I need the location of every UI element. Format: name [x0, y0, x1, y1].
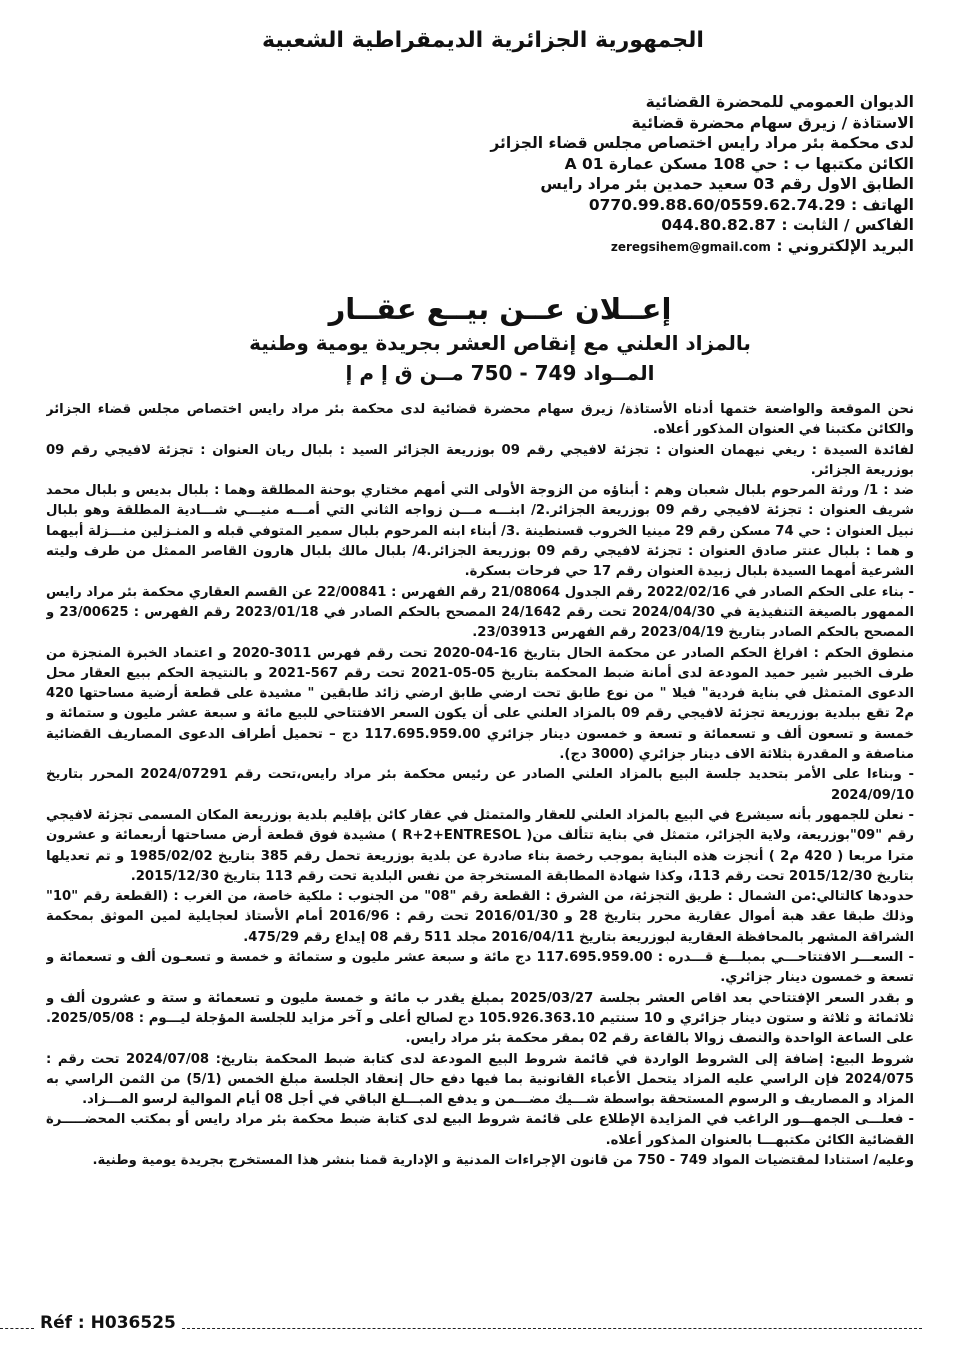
- paragraph-closing: وعليه/ استنادا لمقتضيات المواد 749 - 750 من قانون الإجراءات المدنية و الإدارية قمنا بنشر هذا المستخرج بجريدة يومية وطنية.: [92, 1152, 914, 1168]
- paragraph-boundaries: حدودها كالتالي:من الشمال : طريق التجزئة، من الشرق : القطعة رقم "08" من الجنوب : ملكية خاصة، من الغرب : (القطعة رقم "10" وذلك طبقا عقد هبة أموال عقارية محرر بتاريخ 28 و 2016/01/30 تحت رقم : 2016/96 أمام الأستاذ لعجايلية لمين الموثق بمحكمة الشراقة المشهر بالمحافظة العقارية لبوزريعة بتاريخ 2016/04/11 مجلد 511 رقم 08 إيداع رقم 475/29.: [46, 889, 914, 945]
- title-line-3: المــواد 749 - 750 مــن ق إ م إ: [345, 361, 655, 385]
- title-line-2: بالمزاد العلني مع إنقاص العشر بجريدة يومية وطنية: [249, 331, 751, 355]
- bailiff-name: الاستاذة / زيرق سهام محضرة قضائية: [631, 113, 914, 132]
- title-line-1: إعــلان عــن بيــع عقــار: [328, 292, 672, 326]
- phone-label: الهاتف :: [850, 195, 914, 214]
- court-name: لدى محكمة بئر مراد رايس اختصاص مجلس قضاء الجزائر: [490, 134, 914, 152]
- paragraph-defendants: ضد : 1/ ورثة المرحوم بلبال شعبان وهم : أبناؤه من الزوجة الأولى التي أمهم مختاري بوحنة المطلقة وهما : بلبال بديس و بلبال محمد شريف العنوان : تجزئة لافيجي رقم 09 بوزريعة الجزائر.2/ ابنـــه مـــن زواجه الثاني التي أمـــه منيـــي شـــادية المطلقة وهو بلبال نبيل العنوان : حي 74 مسكن رقم 29 مينيا الخروب قسنطينة .3/ أبناء ابنه المرحوم بلبال سمير المتوفي قبله و المنـزلين منـــزلة أبيهما و هما : بلبال عنتر صادق العنوان : تجزئة لافيجي رقم 09 بوزريعة الجزائر.4/ بلبال مالك بلبال هارون القاصر الممثل من طرف وليته الشرعية أمهما السيدة بلبال زبيدة العنوان رقم 17 حي فرحات بسكرة.: [46, 483, 914, 580]
- reference-number: Réf : H036525: [40, 1313, 176, 1333]
- email-label: البريد الإلكتروني :: [776, 236, 914, 255]
- email-address: zeregsihem@gmail.com: [610, 239, 771, 254]
- bailiff-header: [294, 92, 914, 257]
- fax-label: الفاكس / الثابت :: [781, 216, 914, 234]
- paragraph-public-notice: - فعلـــى الجمهـــور الراغب في المزايدة الإطلاع على قائمة شروط البيع لدى كتابة ضبط محكمة بئر مراد رايس أو بمكتب المحضـــــرة القضائية الكائن مكتبهـــا بالعنوان المذكور أعلاه.: [46, 1112, 914, 1148]
- phone-number: 0770.99.88.60/0559.62.74.29: [588, 195, 846, 214]
- fax-line: [294, 215, 914, 236]
- paragraph-judgment-ref: - بناء على الحكم الصادر في 2022/02/16 رقم الجدول 21/08064 رقم الفهرس : 22/00841 عن القسم العقاري محكمة بئر مراد رايس الممهور بالصيغة التنفيذية في 2024/04/30 تحت رقم 24/1642 المصحح بالحكم الصادر في 2023/01/18 رقم الفهرس : 23/00625 و المصحح بالحكم الصادر بتاريخ 2023/04/19 رقم الفهرس 23/03913.: [46, 584, 914, 641]
- address-line-1: الكائن مكتبها ب : حي 108 مسكن عمارة A 01: [564, 154, 914, 173]
- address-line-2: الطابق الاول رقم 03 سعيد حمدين بئر مراد رايس: [540, 175, 914, 193]
- email-line: [294, 236, 914, 258]
- announcement-body: [46, 400, 914, 1300]
- paragraph-sale-conditions: شروط البيع: إضافة إلى الشروط الواردة في قائمة شروط البيع المودعة لدى كتابة ضبط المحكمة بتاريخ: 2024/07/08 تحت رقم : 2024/075 فإن الراسي عليه المزاد يتحمل الأعباء القانونية بما فيها دفع حال إنعقاد الجلسة مبلغ الخمس (5/1) من الثمن الراسي به المزاد و المصاريف و الرسوم المستحقة بواسطة شـــيك مضـــمن و يدفع المبـــلغ الباقي في أجل 08 أيام الموالية لرسو المـــزاد.: [46, 1051, 914, 1108]
- phone-line: [294, 195, 914, 216]
- paragraph-beneficiary: لفائدة السيدة : ريغي نيهمان العنوان : تجزئة لافيجي رقم 09 بوزريعة الجزائر السيد : بلبال ريان العنوان : تجزئة لافيجي رقم 09 بوزريعة الجزائر.: [46, 442, 914, 478]
- paragraph-reduced-price: و بقدر السعر الإفتتاحي بعد اقاص العشر بجلسة 2025/03/27 بمبلغ يقدر ب مائة و خمسة مليون و تسعمائة و ستة و عشرون ألف و ثلاثمائة و ثلاثة و ستون دينار جزائري و 10 سنتيم 105.926.363.10 دج لصالح أعلى و آخر مزايد للجلسة المؤجلة ليـــوم : 2025/05/08. على الساعة الواحدة والنصف زوالا بالقاعة رقم 02 بمقر محكمة بئر مراد رايس.: [46, 990, 914, 1047]
- paragraph-opening-price: - السعـــر الافتتاحـــي بمبلـــغ قـــدره : 117.695.959.00 دج مائة و سبعة عشر مليون و ستمائة و خمسة و تسعـون ألف و تسعمائة و تسعة و خمسون دينار جزائري.: [46, 950, 914, 986]
- announcement-title: [200, 290, 800, 388]
- republic-heading: الجمهورية الجزائرية الديمقراطية الشعبية: [262, 28, 704, 53]
- paragraph-judgment-operative: منطوق الحكم : افراغ الحكم الصادر عن محكمة الحال بتاريخ 16-04-2020 تحت رقم فهرس 3011-2020 و اعتماد الخبرة المنجزة من طرف الخبير شير حميد المودعة لدى أمانة ضبط المحكمة بتاريخ 05-05-2021 تحت رقم 567-2021 و بالنتيجة الحكم ببيع العقار محل الدعوى المتمثل في بناية فردية" فيلا " من نوع طابق تحت ارضي طابق ارضي زائد طابقين " مشيدة على قطعة أرضية مساحتها 420 م2 تقع ببلدية بوزريعة تجزئة لافيجي رقم 09 بالمزاد العلني على أن يكون السعر الافتتاحي للبيع مائة و سبعة عشر مليون و ستمائة و خمسة و تسعون ألف و تسعمائة و تسعة و خمسون دينار جزائري 117.695.959.00 دج – تحميل أطراف الدعوى المصاريف القضائية مناصفة و المقدرة بثلاثة الاف دينار جزائري (3000 دج).: [46, 645, 914, 763]
- reference-rule-right: [182, 1328, 922, 1329]
- fax-number: 044.80.82.87: [661, 216, 776, 234]
- paragraph-order: - وبناءا على الأمر بتحديد جلسة البيع بالمزاد العلني الصادر عن رئيس محكمة بئر مراد رايس،تحت رقم 2024/07291 المحرر بتاريخ 2024/09/10: [46, 767, 914, 803]
- paragraph-property: - نعلن للجمهور بأنه سيشرع في البيع بالمزاد العلني للعقار والمتمثل في عقار كائن بإقليم بلدية بوزريعة المكان المسمى تجزئة لافيجي رقم "09"بوزريعة، ولاية الجزائر، متمثل في بناية تتألف من( R+2+ENTRESOL ) مشيدة فوق قطعة أرض مساحتها أربعمائة و عشرون مترا مربعا ( 420 م2 ) أنجزت هذه البناية بموجب رخصة بناء صادرة عن بلدية بوزريعة تحمل رقم 385 بتاريخ 1985/02/02 و تم تعديلها بتاريخ 2015/12/30 تحت رقم 113، وكذا شهادة المطابقة المستخرجة من نفس البلدية تحت رقم 113 بتاريخ 2015/12/30.: [46, 807, 914, 884]
- reference-rule-left: [0, 1328, 34, 1329]
- paragraph-intro: نحن الموقعة والواضعة ختمها أدناه الأستاذة/ زيرق سهام محضرة قضائية لدى محكمة بئر مراد رايس اختصاص مجلس قضاء الجزائر والكائن مكتبنا في العنوان المذكور أعلاه.: [46, 402, 914, 438]
- office-name: الديوان العمومي للمحضرة القضائية: [645, 93, 914, 111]
